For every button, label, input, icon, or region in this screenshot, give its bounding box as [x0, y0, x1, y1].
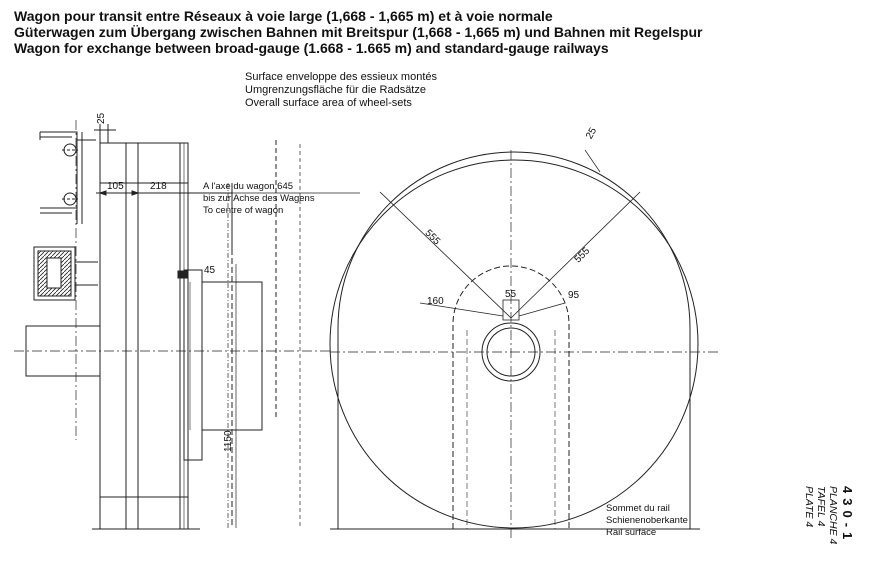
- axis-label-en: To centre of wagon: [203, 205, 284, 216]
- front-view: [330, 150, 718, 540]
- envelope-label-fr: Surface enveloppe des essieux montés: [245, 71, 438, 83]
- envelope-label-en: Overall surface area of wheel-sets: [245, 97, 412, 109]
- dim-105: 105: [107, 181, 124, 192]
- side-view: [14, 120, 360, 529]
- plate-plate: PLATE 4: [803, 486, 815, 528]
- dim-555-right: 555: [572, 245, 593, 266]
- title-de: Güterwagen zum Übergang zwischen Bahnen mit Breitspur (1,668 - 1,665 m) und Bahnen mit Regelspur: [14, 24, 703, 40]
- dim-160: 160: [427, 296, 444, 307]
- title-en: Wagon for exchange between broad-gauge (1.668 - 1.665 m) and standard-gauge railways: [14, 40, 609, 56]
- dim-218: 218: [150, 181, 167, 192]
- plate-number: 430-1: [840, 486, 855, 545]
- title-fr: Wagon pour transit entre Réseaux à voie large (1,668 - 1,665 m) et à voie normale: [14, 8, 553, 24]
- plate-tafel: TAFEL 4: [815, 486, 827, 527]
- rail-label-de: Schienenoberkante: [606, 515, 688, 526]
- dim-1150: 1150: [223, 430, 234, 452]
- axis-label-de: bis zur Achse des Wagens: [203, 193, 315, 204]
- dim-95: 95: [568, 290, 580, 301]
- dim-45: 45: [204, 265, 216, 276]
- plate-planche: PLANCHE 4: [827, 486, 839, 545]
- rail-label-fr: Sommet du rail: [606, 503, 670, 514]
- dim-25-left: 25: [96, 112, 107, 124]
- rail-label-en: Rail surface: [606, 527, 657, 538]
- dim-25-right: 25: [584, 125, 600, 142]
- dim-55: 55: [505, 289, 517, 300]
- envelope-label-de: Umgrenzungsfläche für die Radsätze: [245, 84, 426, 96]
- dim-555-left: 555: [422, 227, 443, 248]
- axis-label-fr: A l'axe du wagon 645: [203, 181, 294, 192]
